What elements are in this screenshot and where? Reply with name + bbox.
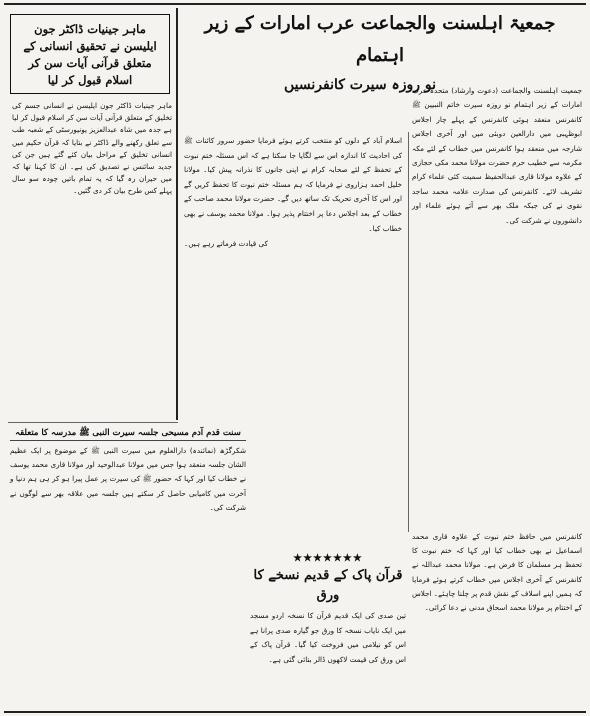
middle-column-text: اسلام آباد کے دلوں کو منتخب کرتے ہوئے فرمایا حضور سرور کائنات ﷺ کی احادیث کا اندازہ اس سے لگایا جا سکتا ہے کہ اس مسئلہ ختم نبوت کے تحفظ کے لئے صحابہ کرام نے اپنی جانوں کا نذرانہ پیش کیا۔ مولانا خلیل احمد ہزاروی نے فرمایا کہ ہم مسئلہ ختم نبوت کا تحفظ کریں گے اور اس کا آخری تحریک تک ساتھ دیں گے۔ حضرت مولانا محمد صاحب کے خطاب کے بعد اجلاس دعا پر اختتام پذیر ہوا۔ مولانا محمد یوسف نے بھی خطاب کیا۔ [184, 136, 402, 233]
right-column [412, 84, 582, 524]
bottom-story-text: شکرگڑھ (نمائندہ) دارالعلوم میں سیرت النبی ﷺ کے موضوع پر ایک عظیم الشان جلسہ منعقد ہوا جس میں مولانا عبدالوحید اور مولانا قاری محمد یوسف نے خطاب کیا اور کہا کہ حضور ﷺ کی سیرت پر عمل پیرا ہو کر ہی ہم دنیا و آخرت میں کامیابی حاصل کر سکتے ہیں جلسہ میں علاقہ بھر سے لوگوں نے شرکت کی۔ [10, 446, 246, 512]
middle-column-continuation: کی قیادت فرماتے رہے ہیں۔ [184, 239, 268, 249]
bottom-story [10, 426, 246, 708]
star-divider: ★★★★★★★ [293, 553, 363, 564]
column-divider-right [408, 132, 409, 532]
sidebar-box [10, 14, 170, 94]
sidebar-story [12, 100, 172, 418]
bottom-story-heading: سنت قدم آدم مسیحی جلسہ سیرت النبی ﷺ مدرسہ کا متعلقہ [10, 426, 246, 441]
sidebar-story-text: ماہر جینیات ڈاکٹر جون ایلیسن نے انسانی جسم کی تخلیق کے متعلق قرآنی آیات سن کر اسلام قبول کر لیا ہے جدہ میں شاہ عبدالعزیز یونیورسٹی کے شعبہ طب سے تعلق رکھنے والے ڈاکٹر نے بتایا کہ قرآن حکیم میں انسانی تخلیق کے مراحل بیان کئے گئے ہیں جن کی جدید سائنس نے تصدیق کی ہے۔ ان کا کہنا تھا کہ میں حیران رہ گیا کہ یہ تمام باتیں چودہ سو سال پہلے کس طرح بیان کر دی گئیں۔ [12, 101, 172, 196]
quran-story-heading: قرآن پاک کے قدیم نسخے کا ورق [253, 568, 403, 603]
column-divider-left [176, 8, 178, 420]
top-border [4, 3, 586, 5]
right-column-text: جمعیت اہلسنت والجماعت (دعوت وارشاد) متحدہ عرب امارات کے زیر اہتمام نو روزہ سیرت خاتم النبیین ﷺ کانفرنس منعقد ہوئی کانفرنس کے پہلے چار اجلاس ابوظہبی میں دارالعین دوبئی میں اور آخری اجلاس شارجہ میں منعقد ہوا کانفرنس میں خطاب کے لئے مکہ مکرمہ سے خطیب حرم حضرت مولانا محمد مکی حجازی کے علاوہ مولانا قاری عبدالحفیظ سمیت کئی علماء کرام تشریف لائے۔ کانفرنس کی صدارت علامہ محمد ساجد نقوی نے کی جبکہ ملک بھر سے آئے ہوئے علماء اور دانشوروں نے شرکت کی۔ [412, 86, 582, 225]
main-headline: جمعیۃ اہلسنت والجماعت عرب امارات کے زیر اہتمام [204, 13, 556, 66]
sidebar-divider [8, 422, 178, 423]
right-bottom-text: کانفرنس میں حافظ ختم نبوت کے علاوہ قاری محمد اسماعیل نے بھی خطاب کیا اور کہا کہ ختم نبوت کا تحفظ ہر مسلمان کا فرض ہے۔ مولانا محمد عبداللہ نے کانفرنس کے آخری اجلاس میں خطاب کرتے ہوئے فرمایا کہ ہمیں اپنے اسلاف کے نقش قدم پر چلنا چاہئے۔ اجلاس کے اختتام پر مولانا محمد اسحاق مدنی نے دعا کرائی۔ [412, 532, 582, 613]
main-headline-block [180, 8, 580, 93]
quran-story [250, 552, 406, 708]
sidebar-box-title: ماہر جینیات ڈاکٹر جون ایلیسن نے تحقیق انسانی کے متعلق قرآنی آیات سن کر اسلام قبول کر لیا [23, 22, 157, 87]
sub-headline: نو روزہ سیرت کانفرنسیں [284, 77, 436, 93]
quran-story-text: تین صدی کی ایک قدیم قرآن کا نسخہ اردو مسجد میں ایک نایاب نسخہ کا ورق جو گیارہ صدی پرانا ہے اس کو نیلامی میں فروخت کیا گیا۔ قرآن پاک کے اس ورق کی قیمت لاکھوں ڈالر بتائی گئی ہے۔ [250, 611, 406, 664]
bottom-border [4, 711, 586, 713]
right-bottom-column [412, 530, 582, 708]
